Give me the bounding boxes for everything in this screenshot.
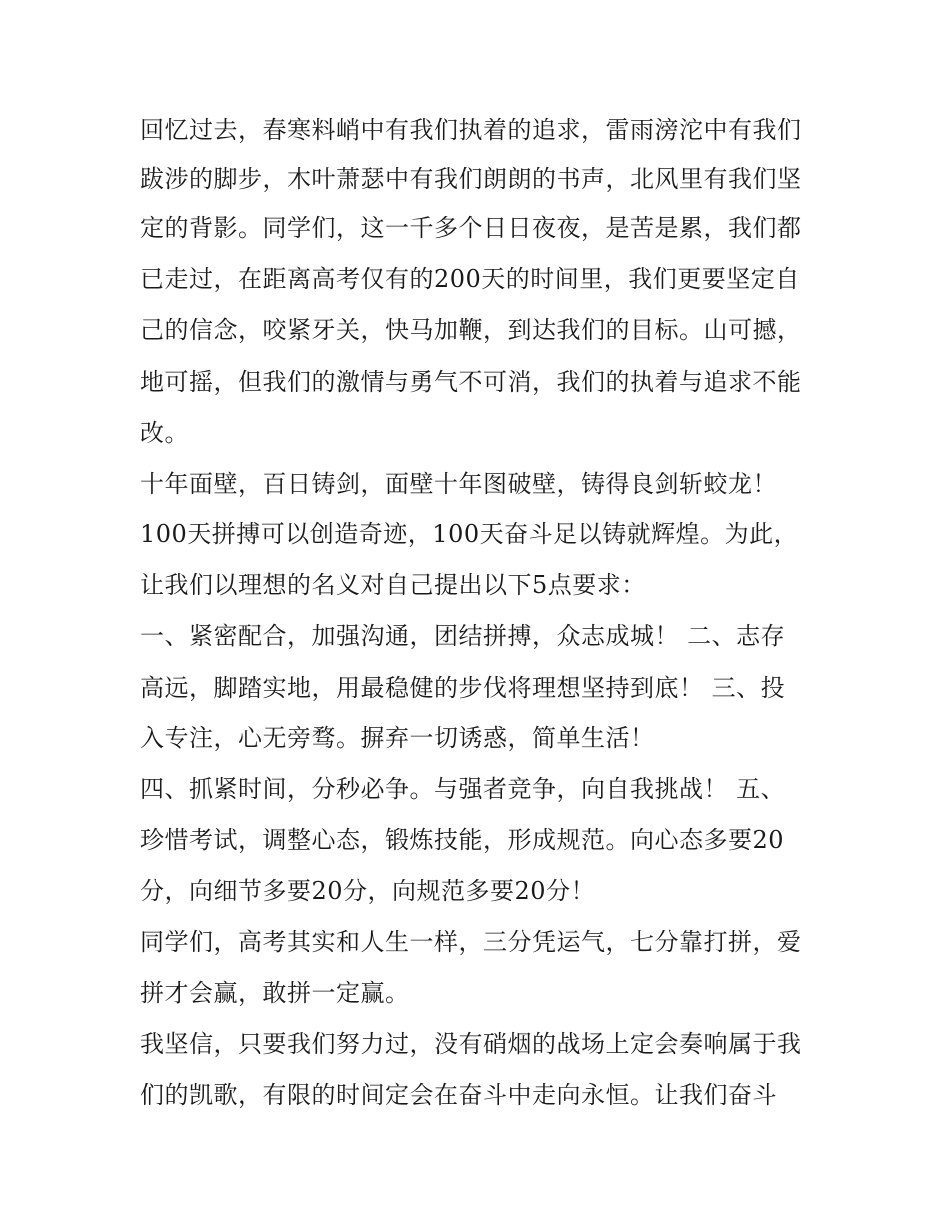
text-line: 珍惜考试，调整心态，锻炼技能，形成规范。向心态多要20	[140, 826, 785, 854]
text-line: 改。	[140, 419, 189, 447]
text-line: 同学们，高考其实和人生一样，三分凭运气，七分靠打拼，爱	[140, 928, 802, 956]
text-line: 分，向细节多要20分，向规范多要20分！	[140, 877, 596, 905]
text-line: 回忆过去，春寒料峭中有我们执着的追求，雷雨滂沱中有我们	[140, 116, 802, 144]
text-line: 我坚信，只要我们努力过，没有硝烟的战场上定会奏响属于我	[140, 1030, 802, 1058]
text-line: 一、紧密配合，加强沟通，团结拼搏，众志成城！ 二、志存	[140, 622, 786, 650]
text-line: 让我们以理想的名义对自己提出以下5点要求：	[140, 571, 646, 599]
text-line: 跋涉的脚步，木叶萧瑟中有我们朗朗的书声，北风里有我们坚	[140, 165, 802, 193]
text-line: 入专注，心无旁骛。摒弃一切诱惑，简单生活！	[140, 724, 655, 752]
text-line: 地可摇，但我们的激情与勇气不可消，我们的执着与追求不能	[140, 368, 802, 396]
text-line: 拼才会赢，敢拼一定赢。	[140, 979, 410, 1007]
text-line: 高远，脚踏实地，用最稳健的步伐将理想坚持到底！ 三、投	[140, 674, 786, 702]
text-line: 十年面壁，百日铸剑，面壁十年图破壁，铸得良剑斩蛟龙！	[140, 470, 777, 498]
text-line: 四、抓紧时间，分秒必争。与强者竞争，向自我挑战！ 五、	[140, 775, 786, 803]
text-line: 们的凯歌，有限的时间定会在奋斗中走向永恒。让我们奋斗	[140, 1081, 777, 1109]
text-line: 100天拼搏可以创造奇迹，100天奋斗足以铸就辉煌。为此，	[140, 520, 799, 548]
text-line: 定的背影。同学们，这一千多个日日夜夜，是苦是累，我们都	[140, 214, 802, 242]
text-line: 己的信念，咬紧牙关，快马加鞭，到达我们的目标。山可撼，	[140, 316, 802, 344]
text-line: 已走过，在距离高考仅有的200天的时间里，我们更要坚定自	[140, 265, 800, 293]
